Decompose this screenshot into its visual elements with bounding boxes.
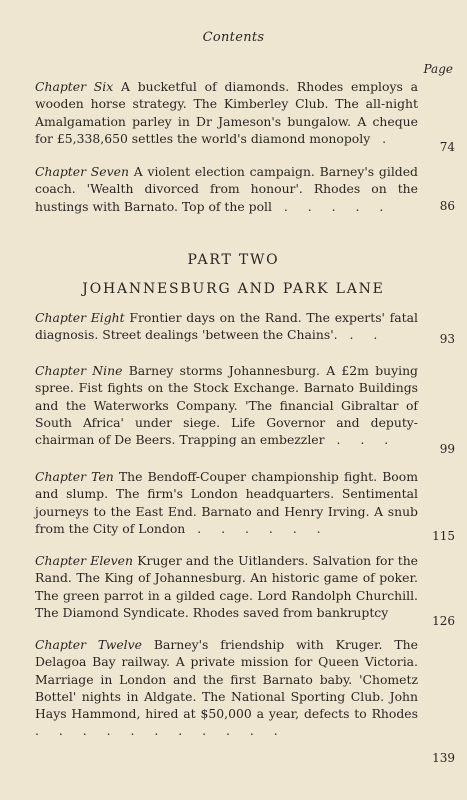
toc-entry-chapter-eleven[interactable] bbox=[35, 552, 418, 621]
chapter-label: Chapter Seven bbox=[35, 164, 129, 179]
part-title: JOHANNESBURG AND PARK LANE bbox=[82, 281, 385, 297]
chapter-label: Chapter Eight bbox=[35, 310, 125, 325]
chapter-summary: Barney's friendship with Kruger. The Delagoa Bay railway. A private mission for Queen Victoria. Marriage in London and the first Barnato baby. 'Chometz Bottel' nights in Aldgate. The National Sporting Club. John Hays Hammond, hired at $50,000 a year, defects to Rhodes bbox=[35, 637, 418, 722]
chapter-label: Chapter Twelve bbox=[35, 637, 142, 652]
dot-leader: . . . . . . . . . . . bbox=[35, 723, 286, 739]
chapter-label: Chapter Six bbox=[35, 79, 114, 94]
page-number: 115 bbox=[432, 529, 455, 543]
page-number: 139 bbox=[432, 751, 455, 765]
running-head: Contents bbox=[202, 30, 265, 45]
chapter-label: Chapter Eleven bbox=[35, 553, 133, 568]
chapter-summary: Barney storms Johannesburg. A £2m buying spree. Fist fights on the Stock Exchange. Barnato Buildings and the Waterworks Company. 'The financial Gibraltar of South Africa' under siege. Life Governor and deputy-chairman of De Beers. Trapping an embezzler bbox=[35, 363, 418, 448]
page-number: 93 bbox=[439, 332, 455, 346]
page-number: 99 bbox=[439, 442, 455, 456]
chapter-summary: A violent election campaign. Barney's gilded coach. 'Wealth divorced from honour'. Rhodes on the hustings with Barnato. Top of the poll bbox=[35, 164, 418, 214]
dot-leader: . . bbox=[337, 327, 386, 343]
chapter-label: Chapter Ten bbox=[35, 469, 114, 484]
page-number: 126 bbox=[432, 614, 455, 628]
page-column-label: Page bbox=[423, 62, 453, 76]
dot-leader: . . . . . . bbox=[185, 520, 329, 536]
dot-leader: . bbox=[370, 130, 395, 146]
page-number: 86 bbox=[439, 199, 455, 213]
chapter-summary: A bucketful of diamonds. Rhodes employs a wooden horse strategy. The Kimberley Club. The all-night Amalgamation parley in Dr Jameson's bungalow. A cheque for £5,338,650 settles the world's diamond monopoly bbox=[35, 79, 418, 146]
part-label: PART TWO bbox=[187, 252, 280, 268]
dot-leader: . . . . . bbox=[271, 198, 392, 214]
toc-entry-chapter-seven[interactable] bbox=[35, 163, 418, 215]
toc-entry-chapter-six[interactable] bbox=[35, 78, 418, 147]
chapter-summary: Kruger and the Uitlanders. Salvation for the Rand. The King of Johannesburg. An historic game of poker. The green parrot in a gilded cage. Lord Randolph Churchill. The Diamond Syndicate. Rhodes saved from bankruptcy bbox=[35, 553, 419, 620]
dot-leader: . . . bbox=[324, 432, 397, 448]
chapter-label: Chapter Nine bbox=[35, 363, 123, 378]
toc-entry-chapter-eight[interactable] bbox=[35, 309, 418, 344]
chapter-summary: The Bendoff-Couper championship fight. Boom and slump. The firm's London headquarters. Sentimental journeys to the East End. Barnato and Henry Irving. A snub from the City of London bbox=[35, 469, 418, 536]
page-number: 74 bbox=[439, 140, 455, 154]
chapter-summary: Frontier days on the Rand. The experts' fatal diagnosis. Street dealings 'between the Chains'. bbox=[35, 310, 418, 343]
toc-entry-chapter-twelve[interactable] bbox=[35, 636, 418, 740]
toc-entry-chapter-ten[interactable] bbox=[35, 468, 418, 537]
toc-entry-chapter-nine[interactable] bbox=[35, 362, 418, 448]
